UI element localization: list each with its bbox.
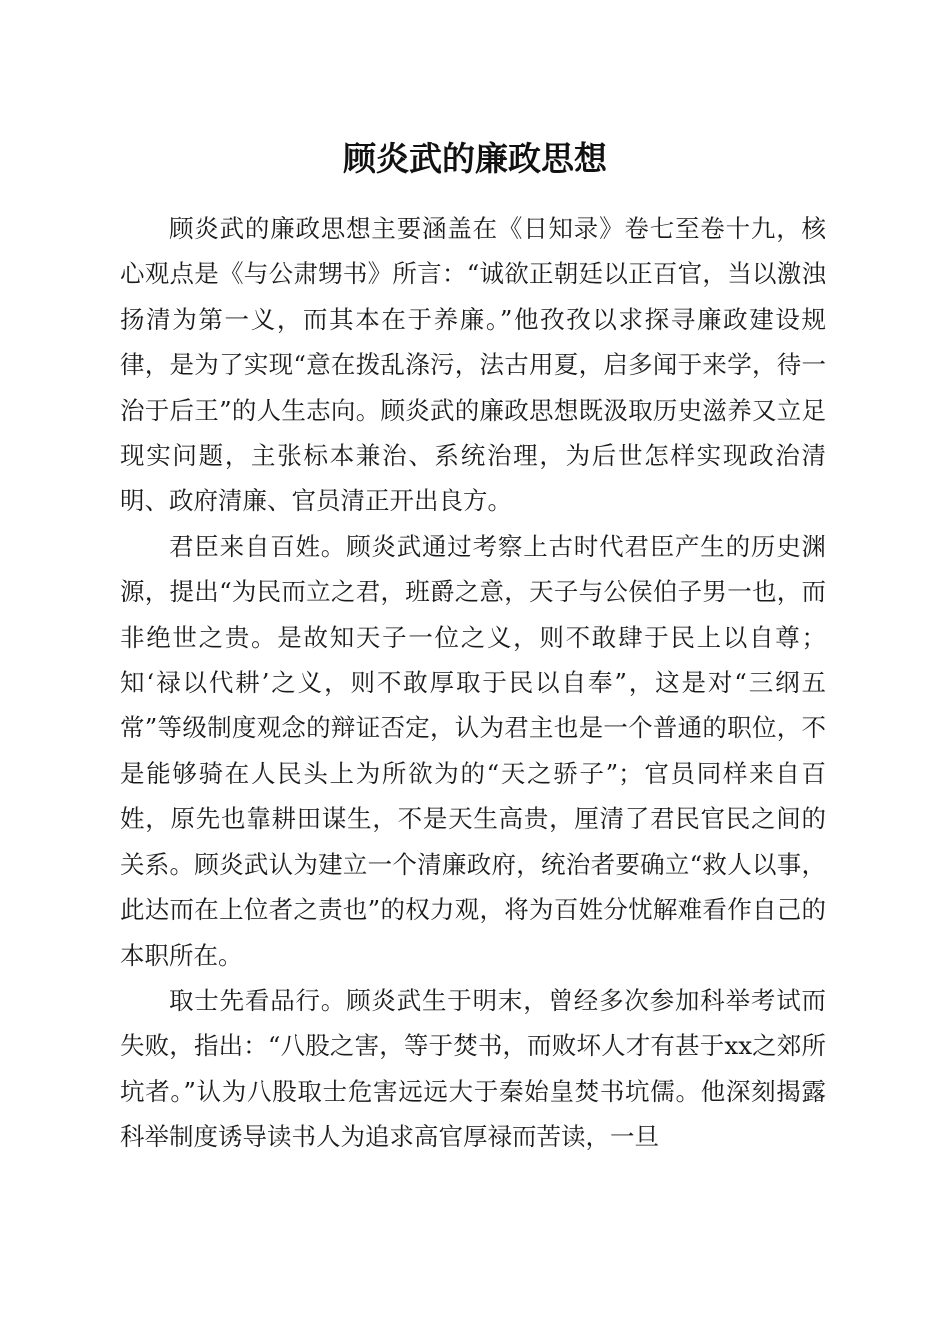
- paragraph: 君臣来自百姓。顾炎武通过考察上古时代君臣产生的历史渊源，提出“为民而立之君，班爵之意，天子与公侯伯子男一也，而非绝世之贵。是故知天子一位之义，则不敢肆于民上以自尊；知‘禄以代耕’之义，则不敢厚取于民以自奉”，这是对“三纲五常”等级制度观念的辩证否定，认为君主也是一个普通的职位，不是能够骑在人民头上为所欲为的“天之骄子”；官员同样来自百姓，原先也靠耕田谋生，不是天生高贵，厘清了君民官民之间的关系。顾炎武认为建立一个清廉政府，统治者要确立“救人以事，此达而在上位者之责也”的权力观，将为百姓分忧解难看作自己的本职所在。: [120, 531, 826, 970]
- document-body: [120, 206, 826, 1160]
- paragraph: 顾炎武的廉政思想主要涵盖在《日知录》卷七至卷十九，核心观点是《与公肃甥书》所言：“诚欲正朝廷以正百官，当以激浊扬清为第一义，而其本在于养廉。”他孜孜以求探寻廉政建设规律，是为了实现“意在拨乱涤污，法古用夏，启多闻于来学，待一治于后王”的人生志向。顾炎武的廉政思想既汲取历史滋养又立足现实问题，主张标本兼治、系统治理，为后世怎样实现政治清明、政府清廉、官员清正开出良方。: [120, 214, 826, 516]
- document-title: 顾炎武的廉政思想: [343, 139, 607, 178]
- paragraph: 取士先看品行。顾炎武生于明末，曾经多次参加科举考试而失败，指出：“八股之害，等于焚书，而败坏人才有甚于xx之郊所坑者。”认为八股取士危害远远大于秦始皇焚书坑儒。他深刻揭露科举制度诱导读书人为追求高官厚禄而苦读，一旦: [120, 985, 826, 1152]
